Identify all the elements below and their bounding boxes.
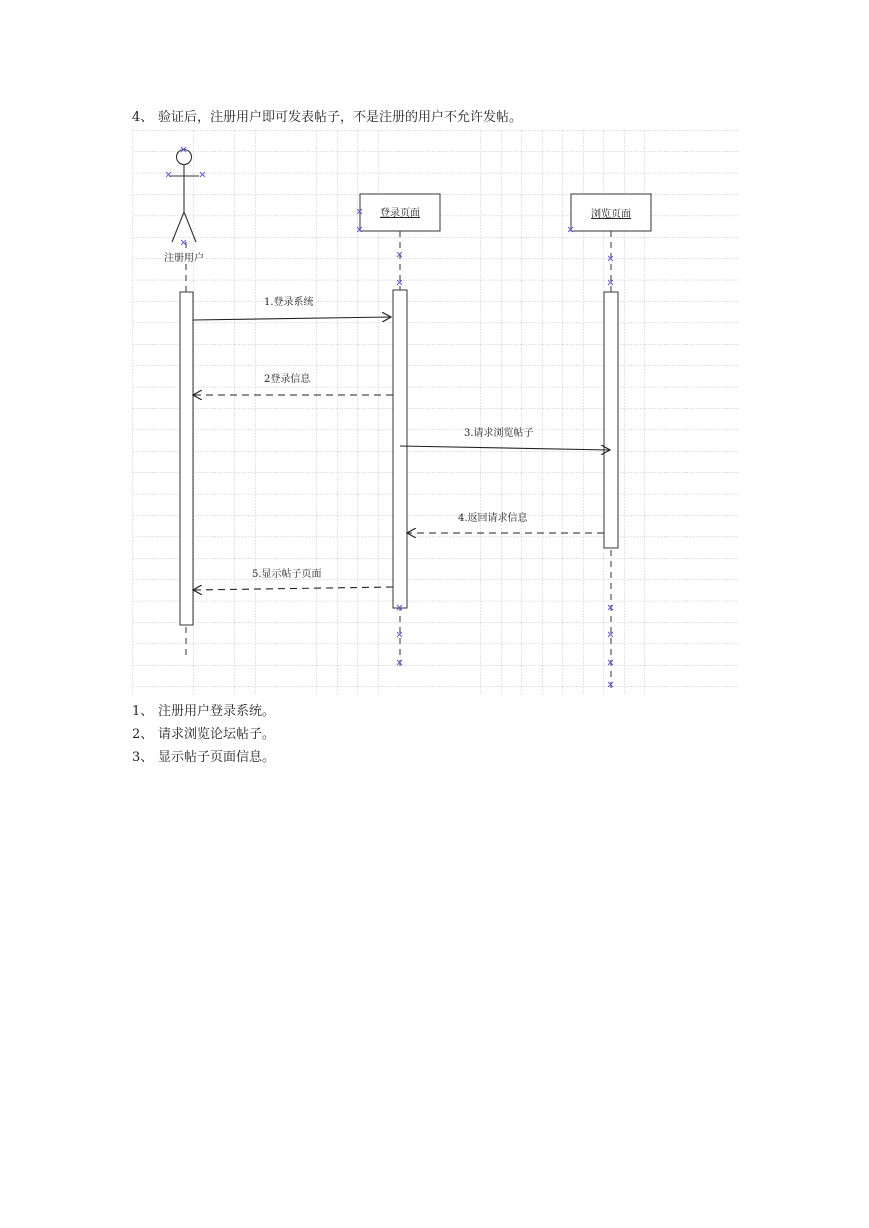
step-line-3 (132, 746, 275, 765)
step-text-2: 请求浏览论坛帖子。 (158, 727, 276, 742)
activation-browse (604, 292, 618, 548)
message-4-label: 4.返回请求信息 (458, 513, 528, 524)
actor-label: 注册用户 (164, 253, 204, 264)
activation-user (180, 292, 193, 625)
activation-login (393, 290, 407, 608)
intro-number: 4、 (132, 110, 154, 125)
object-label-login: 登录页面 (380, 208, 420, 219)
message-1-label: 1.登录系统 (264, 297, 314, 308)
sequence-diagram (132, 130, 738, 694)
step-line-1 (132, 700, 275, 719)
step-text-3: 显示帖子页面信息。 (158, 750, 276, 765)
intro-line (132, 106, 522, 125)
step-text-1: 注册用户登录系统。 (158, 704, 276, 719)
intro-text: 验证后，注册用户即可发表帖子，不是注册的用户不允许发帖。 (158, 110, 523, 125)
message-3-label: 3.请求浏览帖子 (464, 428, 534, 439)
step-number-2: 2、 (132, 727, 154, 742)
step-number-1: 1、 (132, 704, 154, 719)
message-2-label: 2登录信息 (264, 374, 311, 385)
sequence-diagram-svg (132, 130, 738, 694)
step-line-2 (132, 723, 275, 742)
object-label-browse: 浏览页面 (591, 209, 631, 220)
step-number-3: 3、 (132, 750, 154, 765)
message-5-label: 5.显示帖子页面 (252, 569, 322, 580)
